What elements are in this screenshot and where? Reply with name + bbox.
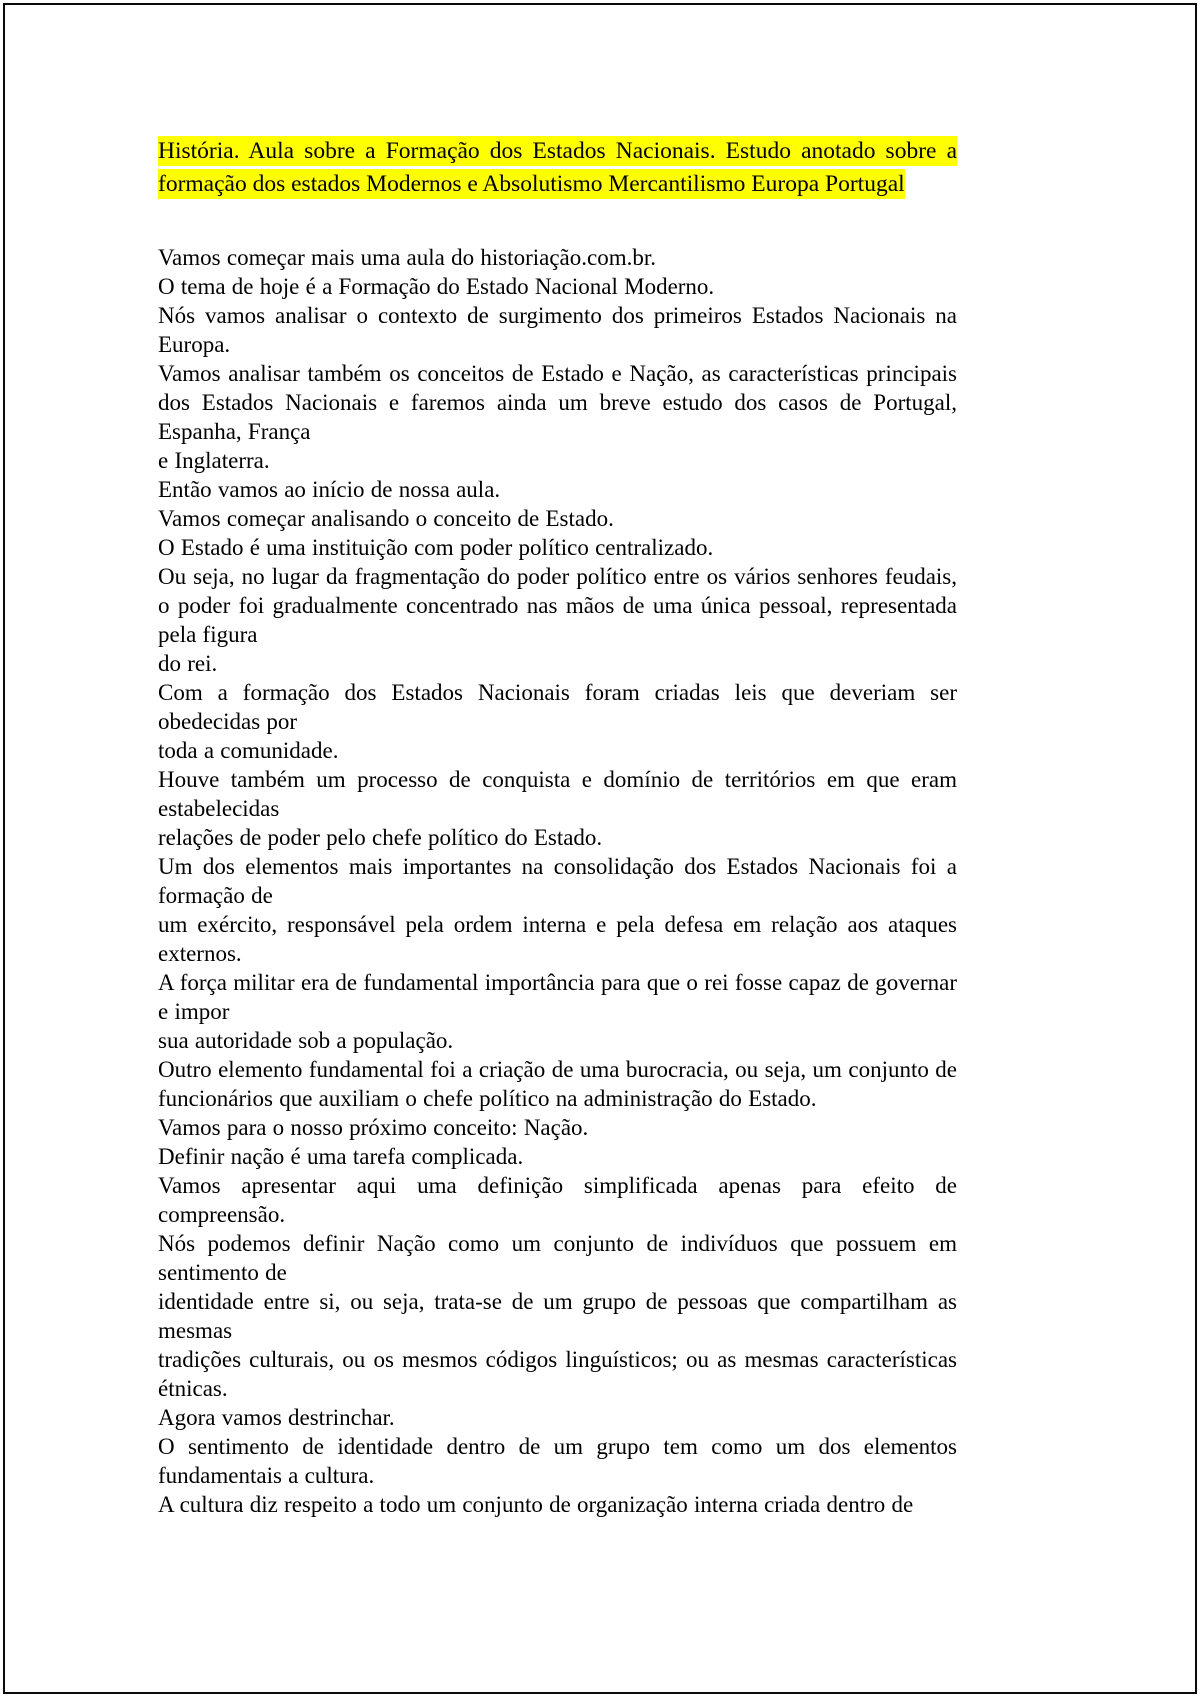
paragraph: Vamos apresentar aqui uma definição simplificada apenas para efeito de compreensão.	[158, 1173, 957, 1227]
paragraph: Houve também um processo de conquista e domínio de territórios em que eram estabelecidas	[158, 767, 957, 821]
paragraph: tradições culturais, ou os mesmos códigos linguísticos; ou as mesmas características étnicas.	[158, 1347, 957, 1401]
paragraph: sua autoridade sob a população.	[158, 1028, 454, 1053]
paragraph: Outro elemento fundamental foi a criação de uma burocracia, ou seja, um conjunto de funcionários que auxiliam o chefe político na administração do Estado.	[158, 1057, 957, 1111]
paragraph: O tema de hoje é a Formação do Estado Nacional Moderno.	[158, 274, 715, 299]
paragraph: Definir nação é uma tarefa complicada.	[158, 1144, 524, 1169]
paragraph: Com a formação dos Estados Nacionais foram criadas leis que deveriam ser obedecidas por	[158, 680, 957, 734]
paragraph: toda a comunidade.	[158, 738, 339, 763]
paragraph: Ou seja, no lugar da fragmentação do poder político entre os vários senhores feudais, o poder foi gradualmente concentrado nas mãos de uma única pessoal, representada pela figura	[158, 564, 957, 647]
paragraph: Vamos para o nosso próximo conceito: Nação.	[158, 1115, 589, 1140]
paragraph: e Inglaterra.	[158, 448, 270, 473]
paragraph: identidade entre si, ou seja, trata-se de um grupo de pessoas que compartilham as mesmas	[158, 1289, 957, 1343]
highlighted-title-text: História. Aula sobre a Formação dos Estados Nacionais. Estudo anotado sobre a formação dos estados Modernos e Absolutismo Mercantilismo Europa Portugal	[158, 138, 957, 197]
document-body-text	[158, 243, 957, 1519]
paragraph: A força militar era de fundamental importância para que o rei fosse capaz de governar e impor	[158, 970, 957, 1024]
paragraph: O Estado é uma instituição com poder político centralizado.	[158, 535, 714, 560]
document-page	[3, 3, 1197, 1694]
document-content	[5, 5, 1195, 1519]
paragraph: O sentimento de identidade dentro de um grupo tem como um dos elementos fundamentais a cultura.	[158, 1434, 957, 1488]
paragraph: do rei.	[158, 651, 218, 676]
paragraph: Agora vamos destrinchar.	[158, 1405, 395, 1430]
paragraph: Nós podemos definir Nação como um conjunto de indivíduos que possuem em sentimento de	[158, 1231, 957, 1285]
page-title	[158, 135, 957, 201]
paragraph: A cultura diz respeito a todo um conjunto de organização interna criada dentro de	[158, 1492, 914, 1517]
paragraph: Vamos começar mais uma aula do historiação.com.br.	[158, 245, 656, 270]
paragraph: Um dos elementos mais importantes na consolidação dos Estados Nacionais foi a formação de	[158, 854, 957, 908]
paragraph: Nós vamos analisar o contexto de surgimento dos primeiros Estados Nacionais na Europa.	[158, 303, 957, 357]
paragraph: Vamos começar analisando o conceito de Estado.	[158, 506, 614, 531]
paragraph: Então vamos ao início de nossa aula.	[158, 477, 501, 502]
paragraph: relações de poder pelo chefe político do Estado.	[158, 825, 603, 850]
paragraph: Vamos analisar também os conceitos de Estado e Nação, as características principais dos Estados Nacionais e faremos ainda um breve estudo dos casos de Portugal, Espanha, França	[158, 361, 957, 444]
paragraph: um exército, responsável pela ordem interna e pela defesa em relação aos ataques externos.	[158, 912, 957, 966]
